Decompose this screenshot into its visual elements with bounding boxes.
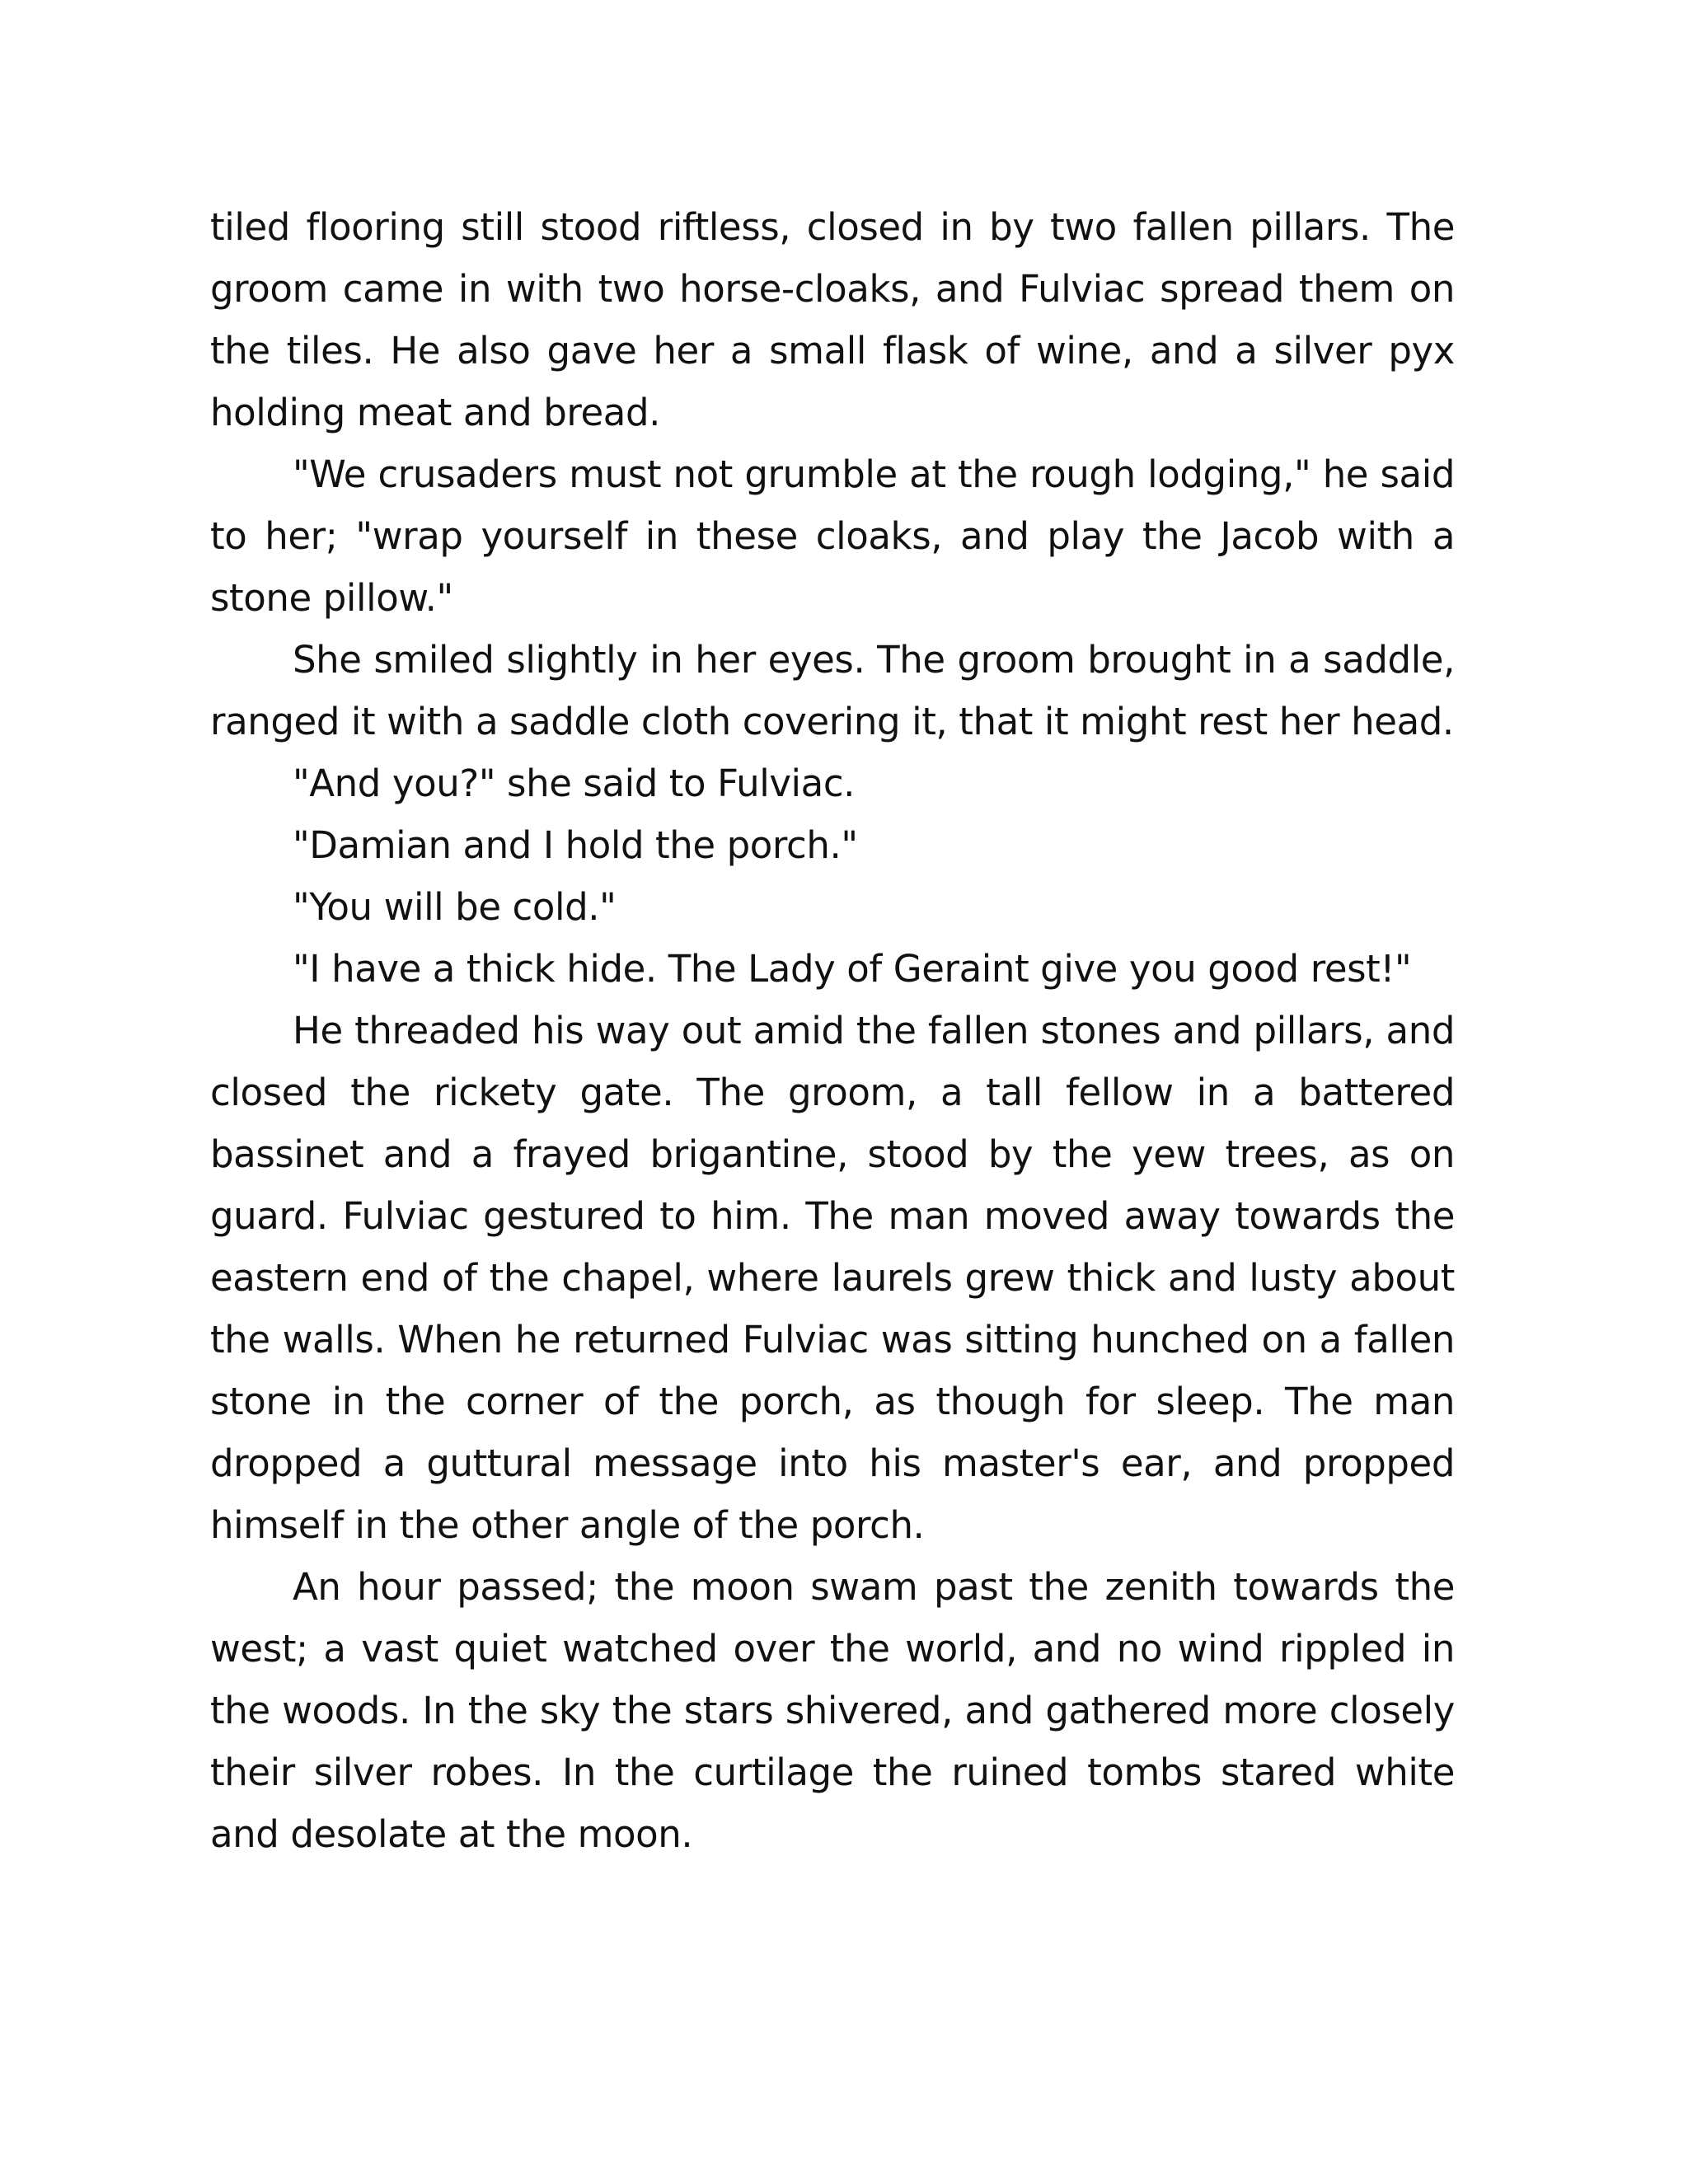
paragraph: "And you?" she said to Fulviac. <box>293 762 856 805</box>
paragraph: She smiled slightly in her eyes. The groom brought in a saddle, ranged it with a saddle cloth covering it, that it might rest her head. <box>210 638 1455 743</box>
body-text <box>210 196 1455 1865</box>
paragraph: "Damian and I hold the porch." <box>293 823 858 867</box>
paragraph: "You will be cold." <box>293 885 617 929</box>
paragraph: "We crusaders must not grumble at the rough lodging," he said to her; "wrap yourself in these cloaks, and play the Jacob with a stone pillow." <box>210 452 1455 620</box>
paragraph: An hour passed; the moon swam past the zenith towards the west; a vast quiet watched over the world, and no wind rippled in the woods. In the sky the stars shivered, and gathered more closely their silver robes. In the curtilage the ruined tombs stared white and desolate at the moon. <box>210 1565 1455 1856</box>
paragraph: tiled flooring still stood riftless, closed in by two fallen pillars. The groom came in with two horse-cloaks, and Fulviac spread them on the tiles. He also gave her a small flask of wine, and a silver pyx holding meat and bread. <box>210 205 1455 434</box>
paragraph: "I have a thick hide. The Lady of Geraint give you good rest!" <box>293 947 1412 991</box>
paragraph: He threaded his way out amid the fallen stones and pillars, and closed the rickety gate. The groom, a tall fellow in a battered bassinet and a frayed brigantine, stood by the yew trees, as on guard. Fulviac gestured to him. The man moved away towards the eastern end of the chapel, where laurels grew thick and lusty about the walls. When he returned Fulviac was sitting hunched on a fallen stone in the corner of the porch, as though for sleep. The man dropped a guttural message into his master's ear, and propped himself in the other angle of the porch. <box>210 1009 1455 1547</box>
